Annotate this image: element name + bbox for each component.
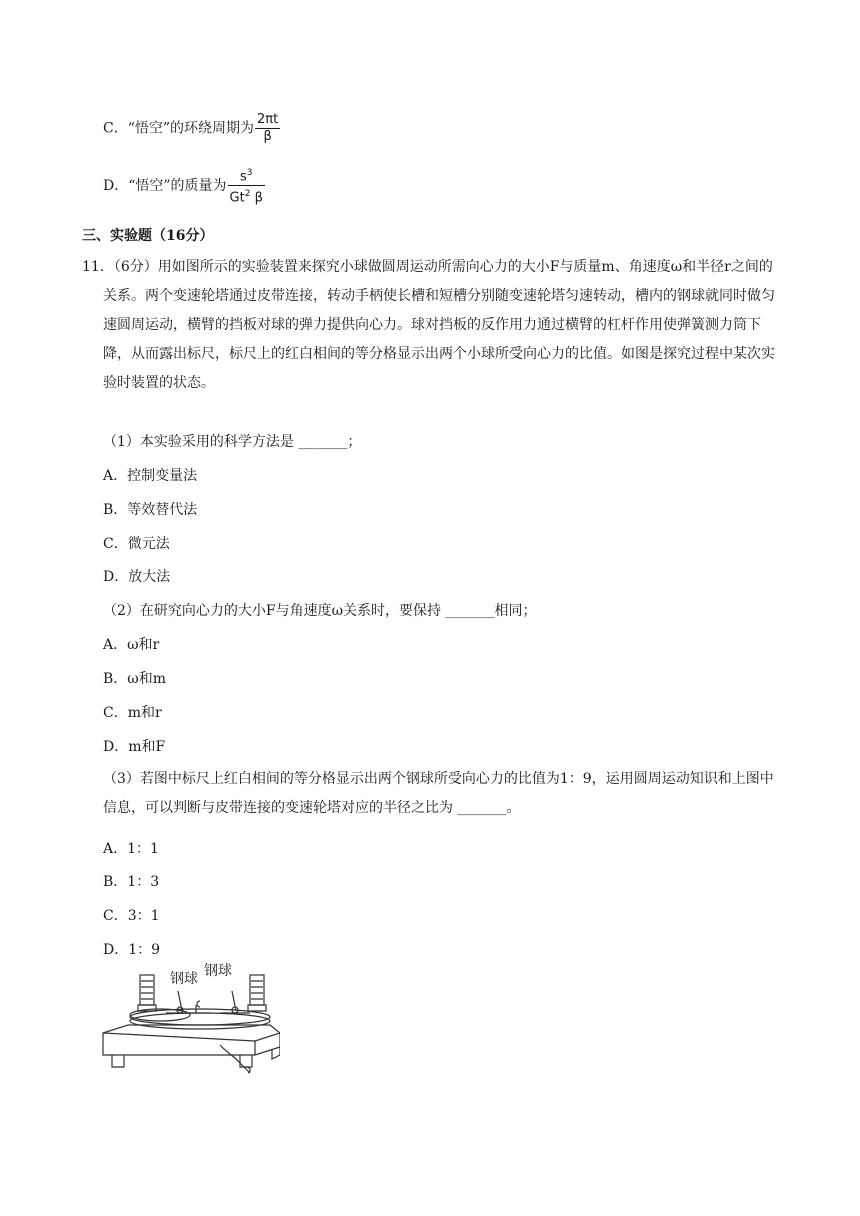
fraction-denominator: β bbox=[263, 129, 272, 144]
sub-question-2: （2）在研究向心力的大小F与角速度ω关系时，要保持 _______相同； bbox=[103, 603, 537, 619]
sub2-option-a: A．ω和r bbox=[103, 637, 160, 653]
sub1-option-c: C．微元法 bbox=[103, 536, 170, 552]
sub1-option-d: D．放大法 bbox=[103, 569, 171, 585]
option-d-fraction bbox=[228, 165, 265, 207]
sub3-option-a: A．1：1 bbox=[103, 841, 159, 857]
question-11-stem bbox=[82, 253, 782, 398]
sub3-text: （3）若图中标尺上红白相间的等分格显示出两个钢球所受向心力的比值为1：9，运用圆周运动知识和上图中信息，可以判断与皮带连接的变速轮塔对应的半径之比为 _______。 bbox=[103, 771, 774, 816]
fraction-denominator: Gt$^2$ β bbox=[229, 189, 263, 206]
fraction-numerator: $s^3$ bbox=[228, 165, 265, 186]
sub2-option-b: B．ω和m bbox=[103, 671, 166, 687]
sub-question-3 bbox=[82, 765, 782, 823]
sub2-option-c: C．m和r bbox=[103, 705, 162, 721]
option-d-text: D．“悟空”的质量为 bbox=[103, 177, 227, 194]
fraction-numerator: 2πt bbox=[257, 112, 279, 127]
centripetal-force-apparatus-drawing bbox=[100, 955, 280, 1095]
sub3-option-d: D．1：9 bbox=[103, 942, 161, 958]
sub1-option-b: B．等效替代法 bbox=[103, 502, 198, 518]
option-c-line bbox=[103, 112, 280, 145]
ball-label-right: 钢球 bbox=[204, 963, 232, 979]
sub1-option-a: A．控制变量法 bbox=[103, 468, 198, 484]
option-c-fraction bbox=[255, 112, 280, 145]
section-heading: 三、实验题（16分） bbox=[82, 228, 214, 244]
option-c-text: C．“悟空”的环绕周期为 bbox=[103, 120, 255, 137]
sub3-option-c: C．3：1 bbox=[103, 908, 160, 924]
ball-label-left: 钢球 bbox=[170, 971, 198, 987]
stem-text: 11．（6分）用如图所示的实验装置来探究小球做圆周运动所需向心力的大小F与质量m、角速度ω和半径r之间的关系。两个变速轮塔通过皮带连接，转动手柄使长槽和短槽分别随变速轮塔匀速转动，槽内的钢球就同时做匀速圆周运动，横臂的挡板对球的弹力提供向心力。球对挡板的反作用力通过横臂的杠杆作用使弹簧测力筒下降，从而露出标尺，标尺上的红白相间的等分格显示出两个小球所受向心力的比值。如图是探究过程中某次实验时装置的状态。 bbox=[82, 259, 775, 391]
option-d-line bbox=[103, 165, 265, 207]
sub2-option-d: D．m和F bbox=[103, 739, 166, 755]
apparatus-figure bbox=[100, 955, 280, 1099]
sub3-option-b: B．1：3 bbox=[103, 874, 160, 890]
sub-question-1: （1）本实验采用的科学方法是 _______； bbox=[103, 434, 362, 450]
